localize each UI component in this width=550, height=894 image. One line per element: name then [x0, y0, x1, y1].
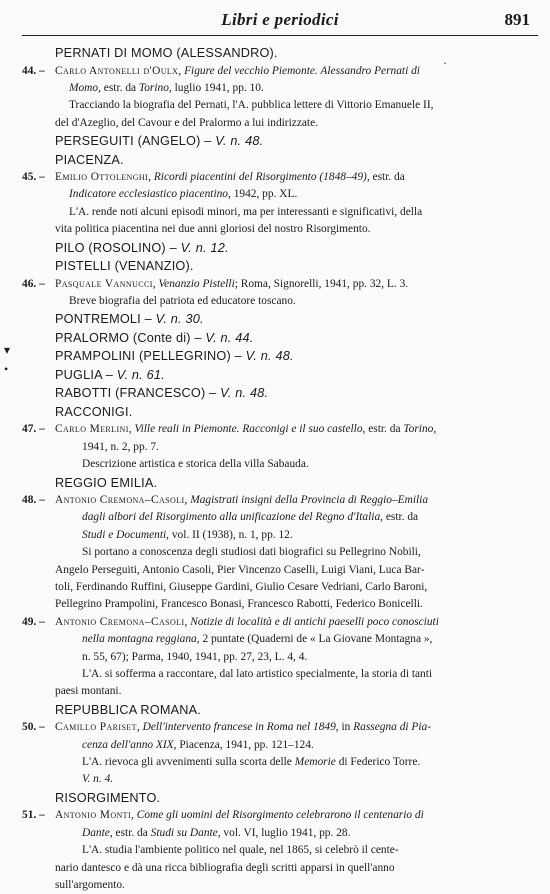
text-line	[0, 631, 550, 648]
text-segment: , Piacenza, 1941, pp. 121–124.	[173, 738, 314, 751]
author-name: Carlo Antonelli d'Oulx	[55, 64, 179, 77]
italic-text: V. n. 12.	[180, 240, 229, 255]
entry-number: 45. –	[22, 171, 45, 184]
entry-first-line	[0, 276, 550, 293]
line-text	[55, 719, 431, 736]
bibliography-body	[0, 44, 550, 894]
line-text	[55, 310, 204, 329]
italic-text: dagli albori del Risorgimento alla unificazione del Regno d'Italia	[82, 511, 381, 524]
line-text: vita politica piacentina nei due anni gloriosi del nostro Risorgimento.	[55, 223, 371, 236]
italic-text: V. n. 4.	[82, 773, 114, 786]
italic-text: Momo	[69, 81, 99, 94]
line-text: REPUBBLICA ROMANA.	[55, 702, 202, 717]
line-text	[55, 421, 436, 438]
italic-text: V. n. 61.	[116, 367, 165, 382]
text-segment: , vol. II (1938), n. 1, pp. 12.	[166, 528, 293, 541]
text-segment: PUGLIA –	[55, 367, 117, 382]
text-line	[0, 115, 550, 132]
entry-first-line	[0, 719, 550, 736]
text-segment: RABOTTI (FRANCESCO) –	[55, 386, 221, 401]
italic-text: Studi su Dante	[150, 826, 218, 839]
section-heading	[0, 701, 550, 720]
running-title: Libri e periodici	[221, 10, 339, 29]
text-segment: L'A. rievoca gli avvenimenti sulla scorta delle	[82, 756, 295, 769]
line-text	[55, 276, 408, 293]
italic-text: Ville reali in Piemonte. Racconigi e il suo castello	[134, 423, 363, 436]
line-text: L'A. rende noti alcuni episodi minori, ma per interessanti e significativi, della	[69, 205, 423, 218]
line-text	[55, 614, 439, 631]
text-line	[0, 293, 550, 310]
text-segment: , estr. da	[362, 423, 404, 436]
author-name: Emilio Ottolenghi	[55, 171, 149, 184]
italic-text: V. n. 48.	[220, 386, 269, 401]
line-text: RISORGIMENTO.	[55, 790, 161, 805]
text-line	[0, 80, 550, 97]
line-text	[82, 771, 113, 788]
text-segment: PILO (ROSOLINO) –	[55, 240, 181, 255]
text-line	[0, 649, 550, 666]
text-line	[0, 527, 550, 544]
text-line	[0, 186, 550, 203]
text-line	[0, 842, 550, 859]
running-header	[22, 10, 538, 34]
line-text: REGGIO EMILIA.	[55, 475, 158, 490]
line-text	[82, 527, 293, 544]
entry-first-line	[0, 63, 550, 80]
text-segment: ,	[152, 277, 159, 290]
text-segment: PONTREMOLI –	[55, 312, 156, 327]
section-heading	[0, 789, 550, 808]
line-text: 1941, n. 2, pp. 7.	[82, 440, 159, 453]
line-text: PISTELLI (VENANZIO).	[55, 259, 194, 274]
author-name: Antonio Cremona–Casoli	[55, 494, 185, 507]
entry-number: 48. –	[22, 494, 45, 507]
text-segment: PERSEGUITI (ANGELO) –	[55, 134, 216, 149]
header-rule	[22, 35, 538, 36]
text-line	[0, 97, 550, 114]
entry-number: 47. –	[22, 423, 45, 436]
italic-text: cenza dell'anno XIX	[82, 738, 174, 751]
section-heading	[0, 347, 550, 366]
text-line	[0, 579, 550, 596]
line-text	[55, 63, 420, 80]
italic-text: Venanzio Pistelli	[158, 277, 235, 290]
line-text: L'A. si sofferma a raccontare, dal lato artistico specialmente, la storia di tanti	[82, 667, 433, 680]
line-text: Tracciando la biografia del Pernati, l'A. pubblica lettere di Vittorio Emanuele II,	[69, 99, 434, 112]
section-heading	[0, 44, 550, 63]
section-heading	[0, 310, 550, 329]
text-line	[0, 877, 550, 894]
line-text: RACCONIGI.	[55, 404, 133, 419]
line-text	[55, 347, 294, 366]
section-heading	[0, 257, 550, 276]
text-segment: di Federico Torre.	[335, 756, 421, 769]
line-text: paesi montani.	[55, 685, 122, 698]
text-line	[0, 509, 550, 526]
line-text: del d'Azeglio, del Cavour e del Pralormo a lui indirizzate.	[55, 116, 319, 129]
text-segment: ,	[136, 721, 143, 734]
line-text: PIACENZA.	[55, 152, 124, 167]
italic-text: V. n. 30.	[155, 312, 204, 327]
section-heading	[0, 151, 550, 170]
italic-text: Figure del vecchio Piemonte. Alessandro Pernati di	[184, 64, 420, 77]
section-heading	[0, 366, 550, 385]
line-text	[69, 186, 297, 203]
text-segment: , estr. da	[380, 511, 419, 524]
entry-first-line	[0, 169, 550, 186]
line-text	[55, 384, 268, 403]
entry-number: 51. –	[22, 809, 45, 822]
entry-number: 49. –	[22, 615, 45, 628]
line-text: Descrizione artistica e storica della villa Sabauda.	[82, 458, 309, 471]
line-text	[82, 509, 418, 526]
text-line	[0, 737, 550, 754]
text-line	[0, 825, 550, 842]
line-text	[55, 366, 165, 385]
text-line	[0, 562, 550, 579]
author-name: Camillo Pariset	[55, 721, 137, 734]
italic-text: Indicatore ecclesiastico piacentino	[69, 188, 228, 201]
entry-first-line	[0, 807, 550, 824]
line-text	[55, 329, 253, 348]
text-segment: ,	[128, 423, 135, 436]
page-number: 891	[504, 10, 530, 29]
text-segment: , 2 puntate (Quaderni de « La Giovane Montagna »,	[196, 633, 433, 646]
text-segment: ,	[184, 615, 191, 628]
italic-text: Torino	[138, 81, 169, 94]
italic-text: Come gli uomini del Risorgimento celebrarono il centenario di	[136, 809, 424, 822]
line-text	[82, 754, 420, 771]
text-line	[0, 754, 550, 771]
text-segment: ,	[178, 64, 185, 77]
entry-first-line	[0, 492, 550, 509]
author-name: Carlo Merlini	[55, 423, 129, 436]
line-text: n. 55, 67); Parma, 1940, 1941, pp. 27, 23, L. 4, 4.	[82, 650, 308, 663]
line-text: PERNATI DI MOMO (ALESSANDRO).	[55, 46, 278, 60]
author-name: Antonio Cremona–Casoli	[55, 615, 185, 628]
line-text: sull'argomento.	[55, 878, 125, 891]
italic-text: Dell'intervento francese in Roma nel 1849	[142, 721, 336, 734]
line-text	[55, 807, 424, 824]
italic-text: Ricordi piacentini del Risorgimento (1848–49)	[153, 171, 367, 184]
line-text	[82, 631, 432, 648]
line-text: toli, Ferdinando Ruffini, Giuseppe Gardini, Giulio Cesare Vedriani, Carlo Baroni,	[55, 581, 428, 594]
entry-number: 44. –	[22, 64, 45, 77]
line-text: Angelo Perseguiti, Antonio Casoli, Pier Vincenzo Caselli, Luigi Viani, Luca Bar-	[55, 563, 425, 576]
text-line	[0, 666, 550, 683]
entry-first-line	[0, 614, 550, 631]
italic-text: Rassegna di Pia-	[353, 721, 432, 734]
italic-text: nella montagna reggiana	[82, 633, 197, 646]
line-text: nario dantesco e dà una ricca bibliografia degli scritti apparsi in quell'anno	[55, 861, 395, 874]
author-name: Antonio Monti	[55, 809, 132, 822]
text-line	[0, 771, 550, 788]
italic-text: Torino	[403, 423, 434, 436]
text-line	[0, 596, 550, 613]
line-text: Breve biografia del patriota ed educatore toscano.	[69, 295, 296, 308]
text-line	[0, 439, 550, 456]
text-segment: , vol. VI, luglio 1941, pp. 28.	[217, 826, 351, 839]
line-text	[82, 825, 350, 842]
line-text	[69, 80, 264, 97]
text-segment: , 1942, pp. XL.	[228, 188, 298, 201]
text-line	[0, 221, 550, 238]
line-text: L'A. studia l'ambiente politico nel quale, nel 1865, si celebrò il cente-	[82, 844, 399, 857]
text-segment: PRALORMO (Conte di) –	[55, 330, 206, 345]
text-line	[0, 683, 550, 700]
text-line	[0, 456, 550, 473]
line-text	[55, 169, 405, 186]
text-segment: PRAMPOLINI (PELLEGRINO) –	[55, 349, 246, 364]
line-text	[55, 492, 428, 509]
line-text: Pellegrino Prampolini, Francesco Bonasi, Francesco Rabotti, Federico Bonicelli.	[55, 598, 423, 611]
italic-text: Studi e Documenti	[82, 528, 167, 541]
text-segment: ,	[148, 171, 154, 184]
section-heading	[0, 239, 550, 258]
margin-mark: •	[4, 362, 9, 376]
entry-number: 46. –	[22, 277, 45, 290]
text-segment: ,	[131, 809, 137, 822]
italic-text: Notizie di località e di antichi paeselli poco conosciuti	[190, 615, 439, 628]
text-segment: ,	[433, 423, 437, 436]
ink-speck: ·	[443, 56, 447, 70]
text-segment: , estr. da	[109, 826, 151, 839]
text-line	[0, 860, 550, 877]
text-segment: , in	[335, 721, 354, 734]
margin-mark: ▾	[4, 343, 11, 357]
italic-text: V. n. 48.	[245, 349, 294, 364]
text-line	[0, 544, 550, 561]
line-text	[55, 239, 229, 258]
text-segment: , estr. da	[98, 81, 139, 94]
line-text	[55, 132, 263, 151]
entry-first-line	[0, 421, 550, 438]
italic-text: Magistrati insigni della Provincia di Reggio–Emilia	[190, 494, 429, 507]
line-text: Si portano a conoscenza degli studiosi dati biografici su Pellegrino Nobili,	[82, 546, 421, 559]
author-name: Pasquale Vannucci	[55, 277, 153, 290]
section-heading	[0, 474, 550, 493]
italic-text: Dante	[82, 826, 110, 839]
entry-number: 50. –	[22, 721, 45, 734]
section-heading	[0, 329, 550, 348]
italic-text: Memorie	[294, 756, 336, 769]
text-segment: , estr. da	[366, 171, 405, 184]
section-heading	[0, 384, 550, 403]
section-heading	[0, 403, 550, 422]
italic-text: V. n. 48.	[215, 134, 264, 149]
text-line	[0, 204, 550, 221]
italic-text: V. n. 44.	[205, 330, 254, 345]
line-text	[82, 737, 314, 754]
section-heading	[0, 132, 550, 151]
text-segment: ,	[184, 494, 191, 507]
text-segment: , luglio 1941, pp. 10.	[168, 81, 264, 94]
text-segment: ; Roma, Signorelli, 1941, pp. 32, L. 3.	[234, 277, 409, 290]
